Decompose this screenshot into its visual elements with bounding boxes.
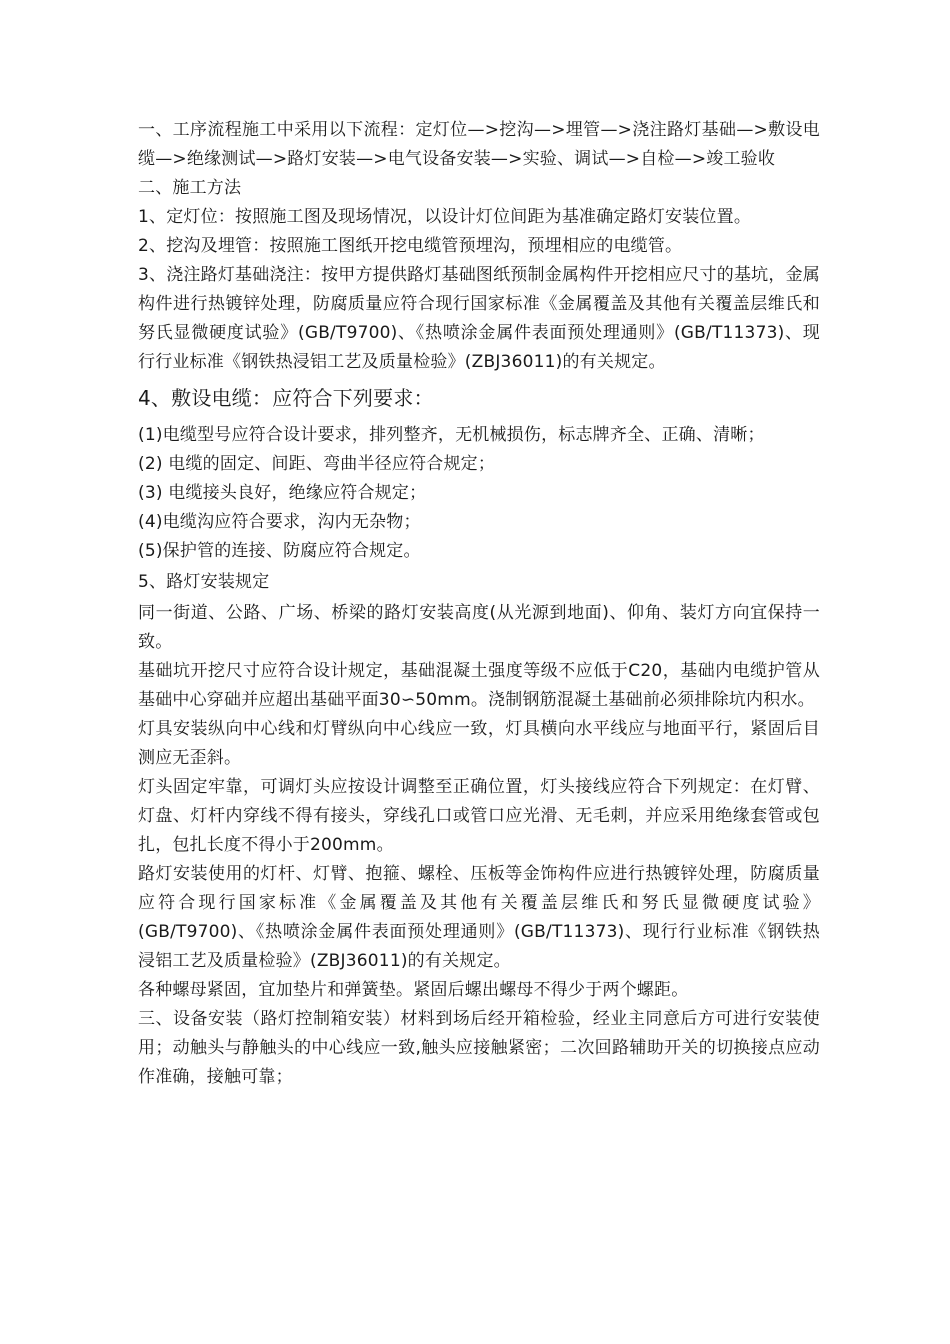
- section-heading-cable: 4、敷设电缆：应符合下列要求：: [138, 386, 434, 410]
- paragraph-light-position: 1、定灯位：按照施工图及现场情况，以设计灯位间距为基准确定路灯安装位置。: [138, 207, 752, 227]
- paragraph-trench-pipe: 2、挖沟及埋管：按照施工图纸开挖电缆管预埋沟，预埋相应的电缆管。: [138, 236, 683, 256]
- list-item-cable-3: (3) 电缆接头良好，绝缘应符合规定；: [138, 483, 427, 503]
- section-heading-installation: 5、路灯安装规定: [138, 572, 270, 592]
- list-item-cable-5: (5)保护管的连接、防腐应符合规定。: [138, 541, 421, 561]
- paragraph-equipment: 三、设备安装（路灯控制箱安装）材料到场后经开箱检验，经业主同意后方可进行安装使用；动触头与静触头的中心线应一致,触头应接触紧密；二次回路辅助开关的切换接点应动作准确，接触可靠；: [138, 1009, 820, 1087]
- paragraph-process-flow: 一、工序流程施工中采用以下流程：定灯位—>挖沟—>埋管—>浇注路灯基础—>敷设电缆—>绝缘测试—>路灯安装—>电气设备安装—>实验、调试—>自检—>竣工验收: [138, 120, 820, 169]
- paragraph-foundation-pit: 基础坑开挖尺寸应符合设计规定，基础混凝土强度等级不应低于C20，基础内电缆护管从基础中心穿础并应超出基础平面30∽50mm。浇制钢筋混凝土基础前必须排除坑内积水。: [138, 661, 820, 710]
- paragraph-galvanizing: 路灯安装使用的灯杆、灯臂、抱箍、螺栓、压板等金饰构件应进行热镀锌处理，防腐质量应符合现行国家标准《金属覆盖及其他有关覆盖层维氏和努氏显微硬度试验》(GB/T9700)、《热喷涂金属件表面预处理通则》(GB/T11373)、现行行业标准《钢铁热浸铝工艺及质量检验》(ZBJ36011)的有关规定。: [138, 864, 820, 971]
- paragraph-foundation: 3、浇注路灯基础浇注：按甲方提供路灯基础图纸预制金属构件开挖相应尺寸的基坑，金属构件进行热镀锌处理，防腐质量应符合现行国家标准《金属覆盖及其他有关覆盖层维氏和努氏显微硬度试验》(GB/T9700)、《热喷涂金属件表面预处理通则》(GB/T11373)、现行行业标准《钢铁热浸铝工艺及质量检验》(ZBJ36011)的有关规定。: [138, 265, 820, 372]
- list-item-cable-1: (1)电缆型号应符合设计要求，排列整齐，无机械损伤，标志牌齐全、正确、清晰；: [138, 425, 765, 445]
- paragraph-nuts: 各种螺母紧固，宜加垫片和弹簧垫。紧固后螺出螺母不得少于两个螺距。: [138, 980, 689, 1000]
- list-item-cable-2: (2) 电缆的固定、间距、弯曲半径应符合规定；: [138, 454, 496, 474]
- paragraph-height: 同一街道、公路、广场、桥梁的路灯安装高度(从光源到地面)、仰角、装灯方向宜保持一致。: [138, 603, 820, 652]
- document-body: [138, 116, 820, 1092]
- list-item-cable-4: (4)电缆沟应符合要求，沟内无杂物；: [138, 512, 421, 532]
- paragraph-lamp-alignment: 灯具安装纵向中心线和灯臂纵向中心线应一致，灯具横向水平线应与地面平行，紧固后目测应无歪斜。: [138, 719, 820, 768]
- paragraph-lamp-head: 灯头固定牢靠，可调灯头应按设计调整至正确位置，灯头接线应符合下列规定：在灯臂、灯盘、灯杆内穿线不得有接头，穿线孔口或管口应光滑、无毛刺，并应采用绝缘套管或包扎，包扎长度不得小于200mm。: [138, 777, 820, 855]
- section-heading-methods: 二、施工方法: [138, 178, 242, 198]
